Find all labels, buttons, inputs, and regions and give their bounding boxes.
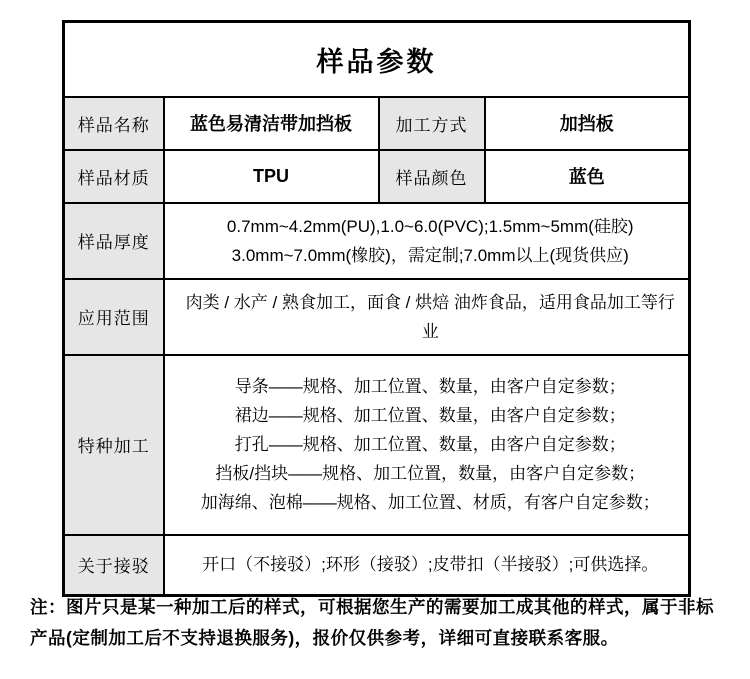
special-line-5: 加海绵、泡棉——规格、加工位置、材质，有客户自定参数； [200,493,660,512]
thickness-line-2: 3.0mm~7.0mm(橡胶)，需定制;7.0mm以上(现货供应) [231,245,629,265]
table-row [64,97,690,150]
sample-parameters-table [62,20,691,597]
value-sample-color: 蓝色 [485,150,690,203]
label-special-processing: 特种加工 [64,355,164,535]
special-line-3: 打孔——规格、加工位置、数量，由客户自定参数； [234,435,626,454]
table-row [64,203,690,279]
label-sample-material: 样品材质 [64,150,164,203]
value-sample-material: TPU [164,150,379,203]
special-line-1: 导条——规格、加工位置、数量，由客户自定参数； [234,377,626,396]
label-processing-method: 加工方式 [379,97,485,150]
table-row [64,355,690,535]
table-row [64,279,690,355]
table-title: 样品参数 [64,22,690,97]
label-sample-color: 样品颜色 [379,150,485,203]
value-special-processing [164,355,690,535]
footnote: 注：图片只是某一种加工后的样式，可根据您生产的需要加工成其他的样式，属于非标产品(定制加工后不支持退换服务)，报价仅供参考，详细可直接联系客服。 [30,597,714,648]
table-row [64,150,690,203]
value-sample-thickness [164,203,690,279]
special-line-2: 裙边——规格、加工位置、数量，由客户自定参数； [234,406,626,425]
value-application-range: 肉类 / 水产 / 熟食加工，面食 / 烘焙 油炸食品，适用食品加工等行业 [164,279,690,355]
table-row [64,535,690,596]
label-about-joint: 关于接驳 [64,535,164,596]
table-title-row [64,22,690,97]
label-sample-name: 样品名称 [64,97,164,150]
value-about-joint: 开口（不接驳）;环形（接驳）;皮带扣（半接驳）;可供选择。 [164,535,690,596]
thickness-line-1: 0.7mm~4.2mm(PU),1.0~6.0(PVC);1.5mm~5mm(硅胶) [226,216,634,236]
label-application-range: 应用范围 [64,279,164,355]
value-processing-method: 加挡板 [485,97,690,150]
label-sample-thickness: 样品厚度 [64,203,164,279]
value-sample-name: 蓝色易清洁带加挡板 [164,97,379,150]
special-line-4: 挡板/挡块——规格、加工位置，数量，由客户自定参数； [215,464,646,483]
